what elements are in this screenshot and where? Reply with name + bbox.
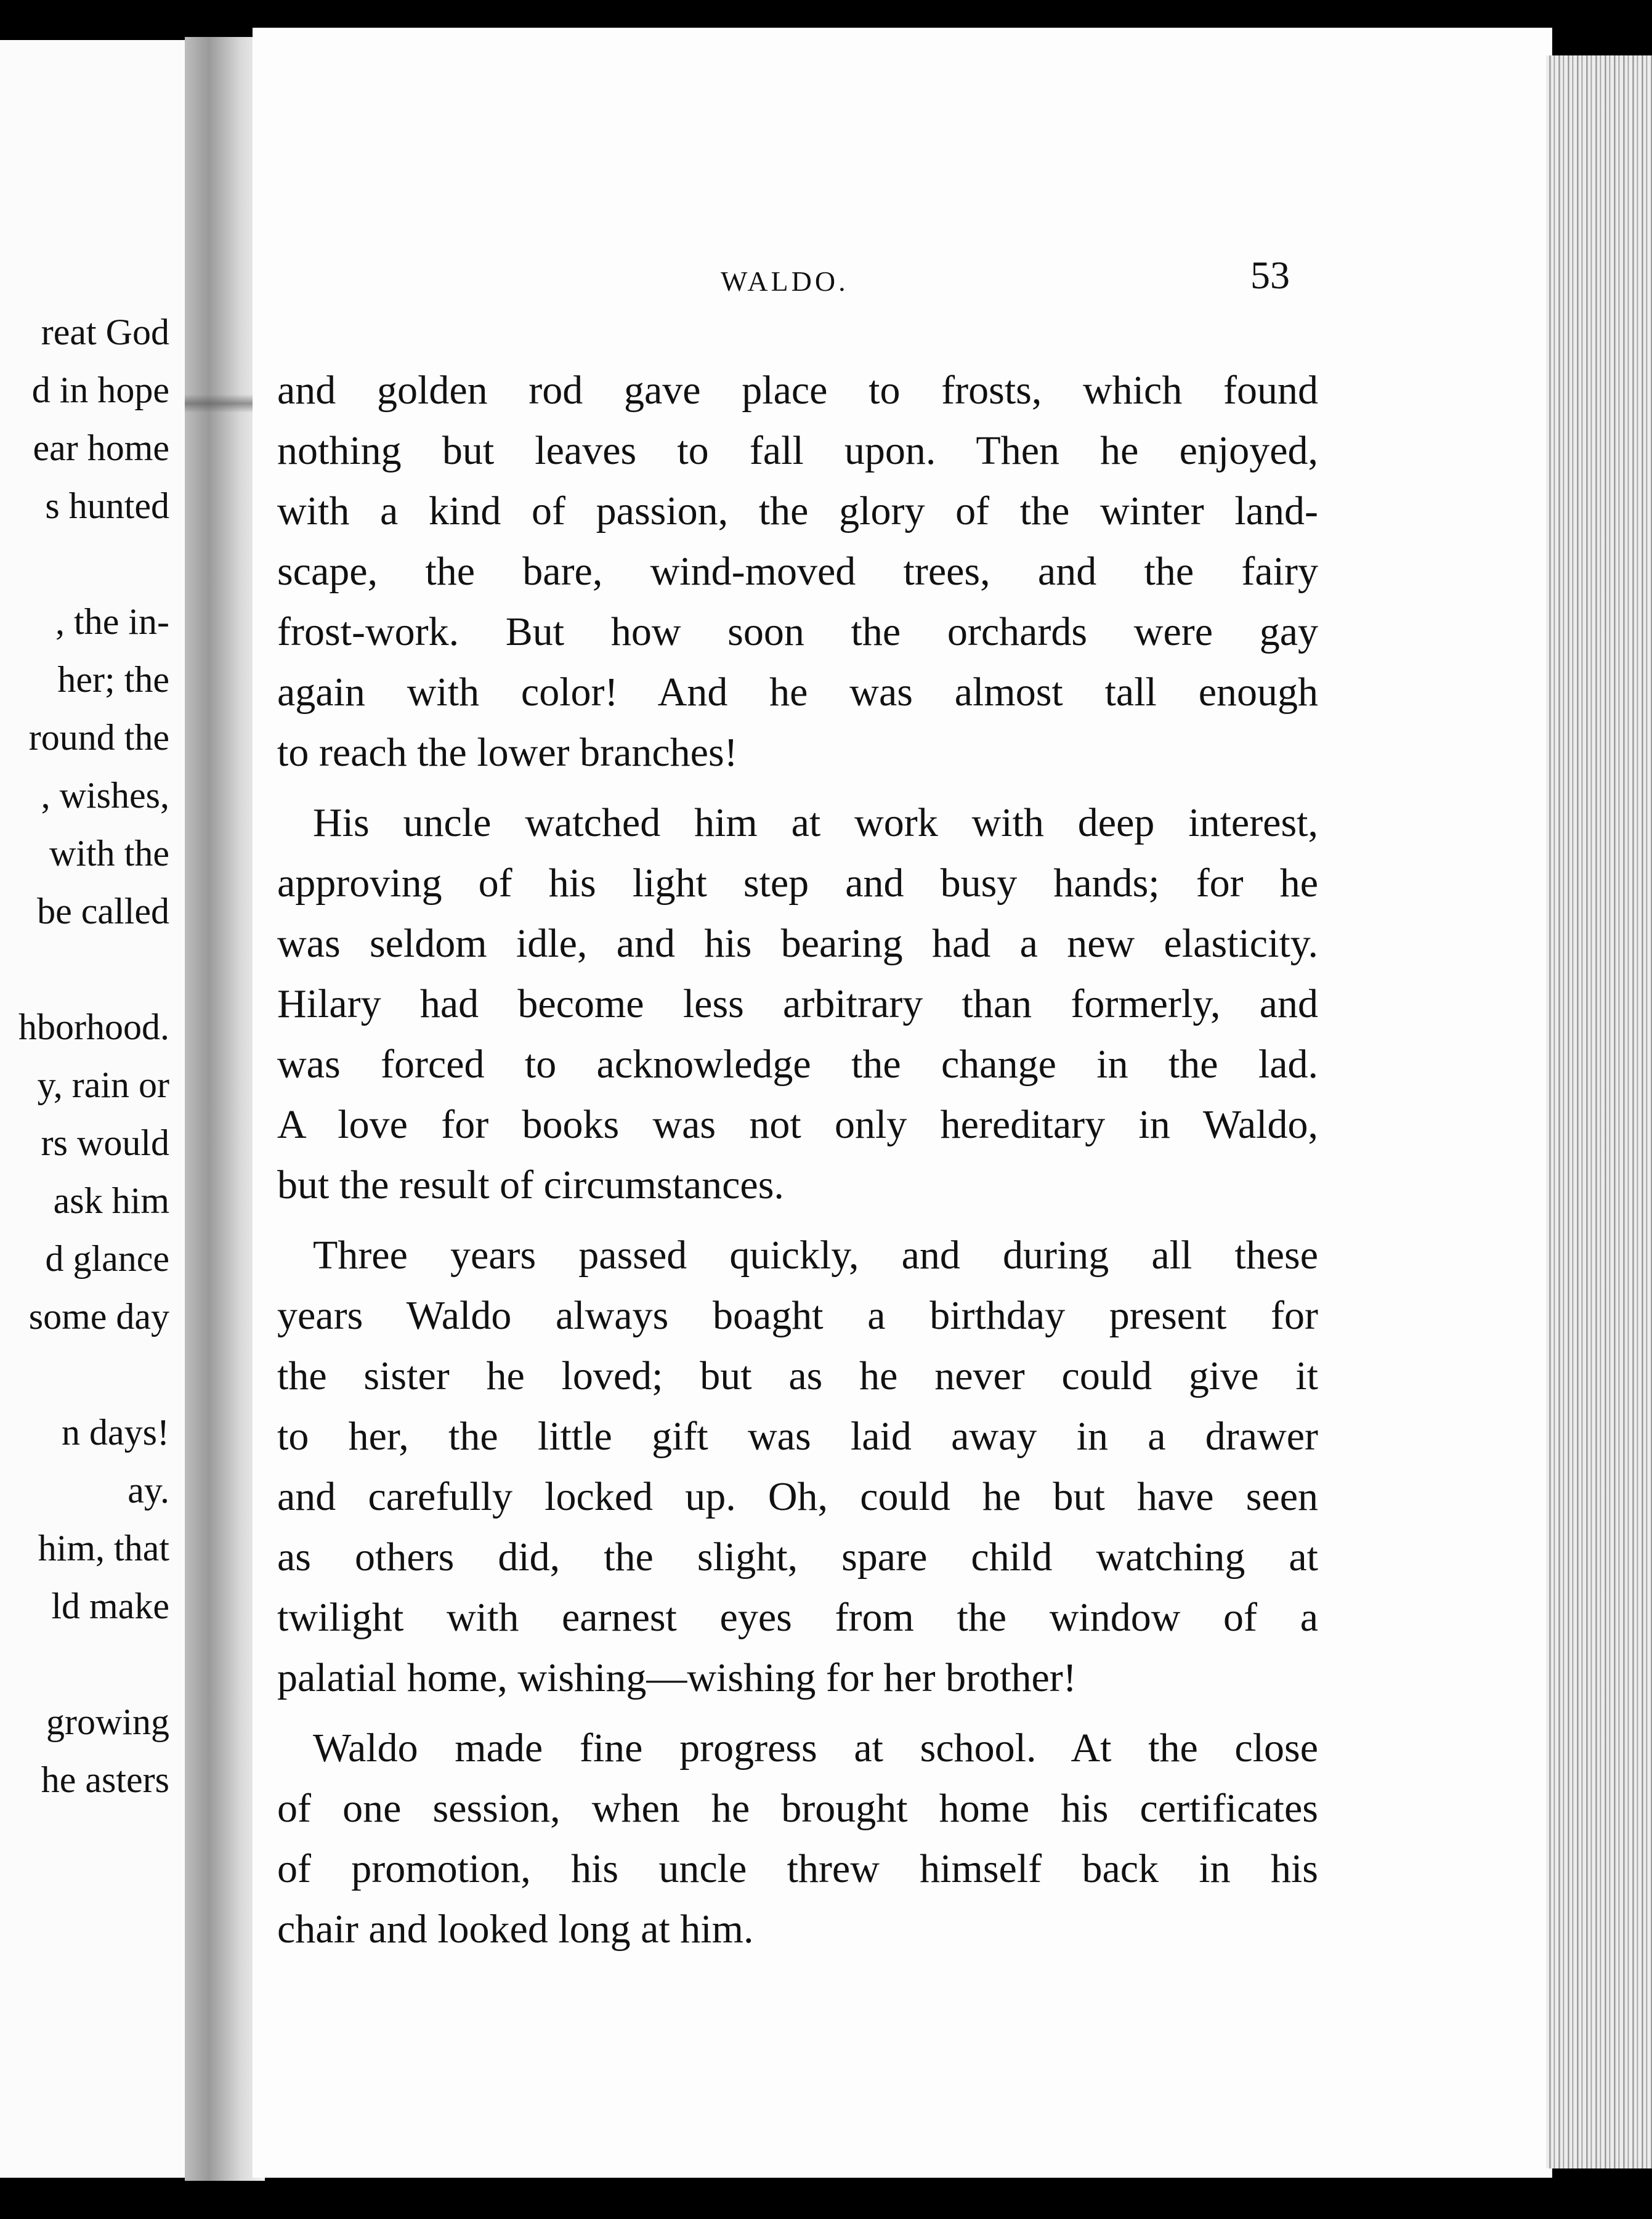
left-page-line: y, rain or (37, 1065, 169, 1105)
text-line: chair and looked long at him. (277, 1907, 754, 1952)
text-line: was seldom idle, and his bearing had a new elasticity. (277, 921, 1318, 966)
left-page-line: ask him (53, 1180, 169, 1221)
left-page-line: rs would (41, 1122, 169, 1163)
running-head: WALDO. (721, 266, 849, 297)
paragraph (277, 793, 1318, 1215)
left-page-line: hborhood. (18, 1007, 169, 1047)
text-line: His uncle watched him at work with deep interest, (313, 800, 1318, 845)
paragraph (277, 1718, 1318, 1960)
left-page-line: be called (37, 891, 169, 931)
left-page-line: , wishes, (41, 775, 169, 816)
page-edges (1546, 55, 1652, 2168)
text-line: palatial home, wishing—wishing for her brother! (277, 1655, 1077, 1700)
text-line: scape, the bare, wind-moved trees, and the fairy (277, 549, 1318, 594)
text-line: was forced to acknowledge the change in the lad. (277, 1042, 1318, 1087)
left-page-fragment (0, 40, 197, 2178)
text-line: to her, the little gift was laid away in a drawer (277, 1414, 1318, 1459)
text-line: and carefully locked up. Oh, could he but have seen (277, 1474, 1318, 1519)
text-line: again with color! And he was almost tall enough (277, 670, 1318, 715)
left-page-line: reat God (41, 312, 169, 352)
text-line: Waldo made fine progress at school. At the close (313, 1726, 1318, 1771)
left-page-line: n days! (62, 1412, 169, 1453)
book-page (253, 28, 1552, 2178)
left-page-line: d glance (45, 1238, 169, 1279)
left-page-line: ay. (128, 1470, 169, 1511)
text-line: of one session, when he brought home his certificates (277, 1786, 1318, 1831)
left-page-line: , the in- (55, 601, 169, 642)
left-page-line: growing (46, 1702, 169, 1742)
left-page-line: round the (28, 717, 169, 758)
text-line: of promotion, his uncle threw himself back in his (277, 1846, 1318, 1891)
text-line: years Waldo always boaght a birthday present for (277, 1293, 1318, 1338)
left-page-text (0, 40, 169, 2178)
text-line: but the result of circumstances. (277, 1162, 784, 1207)
text-line: as others did, the slight, spare child watching at (277, 1535, 1318, 1580)
left-page-line: ld make (51, 1586, 169, 1626)
text-line: Three years passed quickly, and during all these (313, 1233, 1318, 1278)
left-page-line: her; the (57, 659, 169, 700)
text-line: approving of his light step and busy hands; for he (277, 861, 1318, 906)
text-line: and golden rod gave place to frosts, which found (277, 368, 1318, 413)
left-page-line: him, that (38, 1528, 169, 1568)
page-number: 53 (1250, 253, 1290, 297)
text-line: twilight with earnest eyes from the window of a (277, 1595, 1318, 1640)
paragraph (277, 360, 1318, 783)
text-line: A love for books was not only hereditary in Waldo, (277, 1102, 1318, 1147)
body-text (277, 360, 1318, 1970)
text-line: the sister he loved; but as he never could give it (277, 1353, 1318, 1398)
left-page-line: d in hope (31, 370, 169, 410)
left-page-line: he asters (41, 1759, 169, 1800)
text-line: to reach the lower branches! (277, 730, 738, 775)
left-page-line: s hunted (45, 485, 169, 526)
text-line: frost-work. But how soon the orchards were gay (277, 609, 1318, 654)
left-page-line: ear home (33, 428, 169, 468)
text-line: nothing but leaves to fall upon. Then he enjoyed, (277, 428, 1318, 473)
text-line: with a kind of passion, the glory of the winter land- (277, 489, 1318, 533)
left-page-line: some day (28, 1296, 169, 1337)
left-page-line: with the (49, 833, 169, 874)
text-line: Hilary had become less arbitrary than formerly, and (277, 981, 1318, 1026)
paragraph (277, 1225, 1318, 1708)
